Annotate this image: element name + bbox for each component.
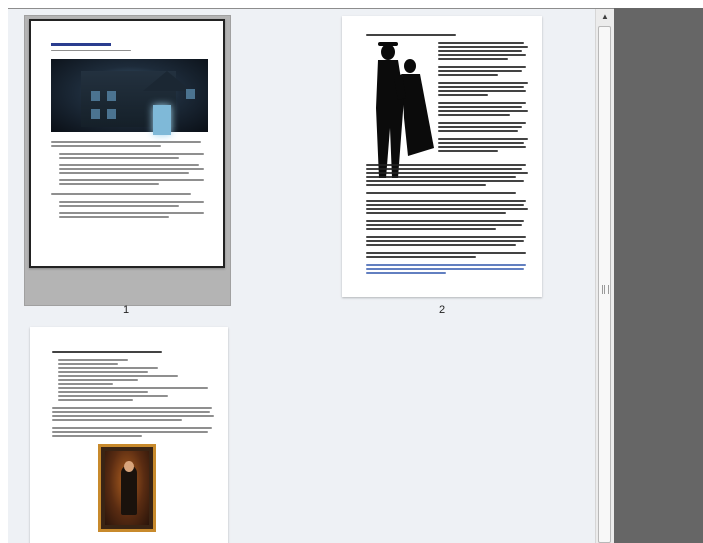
text-line xyxy=(438,122,526,124)
text-line xyxy=(52,419,182,421)
text-line xyxy=(366,224,522,226)
text-line xyxy=(366,220,524,222)
list-item-line xyxy=(58,379,138,381)
text-line xyxy=(438,58,508,60)
text-line xyxy=(438,126,522,128)
text-line xyxy=(59,153,204,155)
text-line xyxy=(51,141,201,143)
text-line xyxy=(59,216,169,218)
list-item-line xyxy=(58,387,208,389)
text-line xyxy=(51,193,191,195)
list-item-line xyxy=(58,367,158,369)
text-line xyxy=(366,192,516,194)
text-line xyxy=(59,172,189,174)
grip-icon xyxy=(602,285,609,294)
text-line xyxy=(366,256,476,258)
page-thumbnail-1[interactable] xyxy=(29,19,225,268)
house-shape xyxy=(81,71,176,127)
text-line xyxy=(438,90,526,92)
text-line xyxy=(438,110,528,112)
haunted-house-image xyxy=(51,59,208,132)
text-line xyxy=(438,66,526,68)
text-line xyxy=(438,150,498,152)
list-item-line xyxy=(58,399,133,401)
text-line xyxy=(52,351,162,353)
text-line xyxy=(438,70,522,72)
lit-doorway xyxy=(153,105,171,135)
text-line xyxy=(438,74,498,76)
text-line xyxy=(52,427,212,429)
text-line xyxy=(52,415,214,417)
text-line xyxy=(51,50,131,51)
text-line xyxy=(366,212,506,214)
text-line xyxy=(438,94,488,96)
text-line xyxy=(51,145,161,147)
text-line xyxy=(438,114,510,116)
text-line xyxy=(366,34,456,36)
text-line xyxy=(366,200,526,202)
list-item-line xyxy=(58,395,168,397)
page-heading xyxy=(51,43,111,46)
scroll-thumb[interactable] xyxy=(598,26,611,543)
vertical-scrollbar[interactable] xyxy=(595,9,614,543)
text-line xyxy=(366,208,528,210)
text-line xyxy=(52,411,210,413)
text-line xyxy=(366,172,528,174)
text-line xyxy=(366,176,516,178)
text-line xyxy=(59,179,204,181)
text-line xyxy=(59,205,179,207)
text-line xyxy=(438,138,528,140)
text-line xyxy=(366,236,526,238)
text-line xyxy=(438,86,524,88)
text-line xyxy=(438,102,526,104)
text-line xyxy=(52,435,142,437)
text-line xyxy=(438,50,522,52)
text-line xyxy=(438,42,524,44)
detective-portrait-image xyxy=(98,444,156,532)
link-text-line xyxy=(366,264,526,266)
list-item-line xyxy=(58,391,148,393)
text-line xyxy=(59,201,204,203)
text-line xyxy=(366,228,496,230)
link-text-line xyxy=(366,272,446,274)
text-line xyxy=(59,164,199,166)
page-number-1: 1 xyxy=(122,304,130,316)
page-thumbnail-panel[interactable] xyxy=(8,9,595,543)
text-line xyxy=(438,130,518,132)
page-thumbnail-2[interactable] xyxy=(342,16,542,297)
text-line xyxy=(59,157,179,159)
text-line xyxy=(438,46,528,48)
list-item-line xyxy=(58,363,118,365)
text-line xyxy=(52,431,208,433)
link-text-line xyxy=(366,268,524,270)
list-item-line xyxy=(58,359,128,361)
list-item-line xyxy=(58,375,178,377)
page-number-2: 2 xyxy=(438,304,446,316)
text-line xyxy=(366,252,526,254)
text-line xyxy=(438,82,528,84)
text-line xyxy=(366,184,486,186)
text-line xyxy=(438,54,526,56)
page-thumbnail-3[interactable] xyxy=(30,327,228,543)
text-line xyxy=(52,407,212,409)
text-line xyxy=(366,164,526,166)
side-panel xyxy=(614,8,703,543)
text-line xyxy=(366,240,524,242)
text-line xyxy=(438,146,526,148)
text-line xyxy=(366,204,524,206)
text-line xyxy=(438,106,522,108)
text-line xyxy=(59,183,159,185)
text-line xyxy=(438,142,524,144)
list-item-line xyxy=(58,371,148,373)
text-line xyxy=(59,212,204,214)
text-line xyxy=(366,168,522,170)
scroll-up-arrow-icon[interactable]: ▲ xyxy=(601,12,609,21)
text-line xyxy=(59,168,204,170)
text-line xyxy=(366,244,516,246)
list-item-line xyxy=(58,383,113,385)
text-line xyxy=(366,180,524,182)
